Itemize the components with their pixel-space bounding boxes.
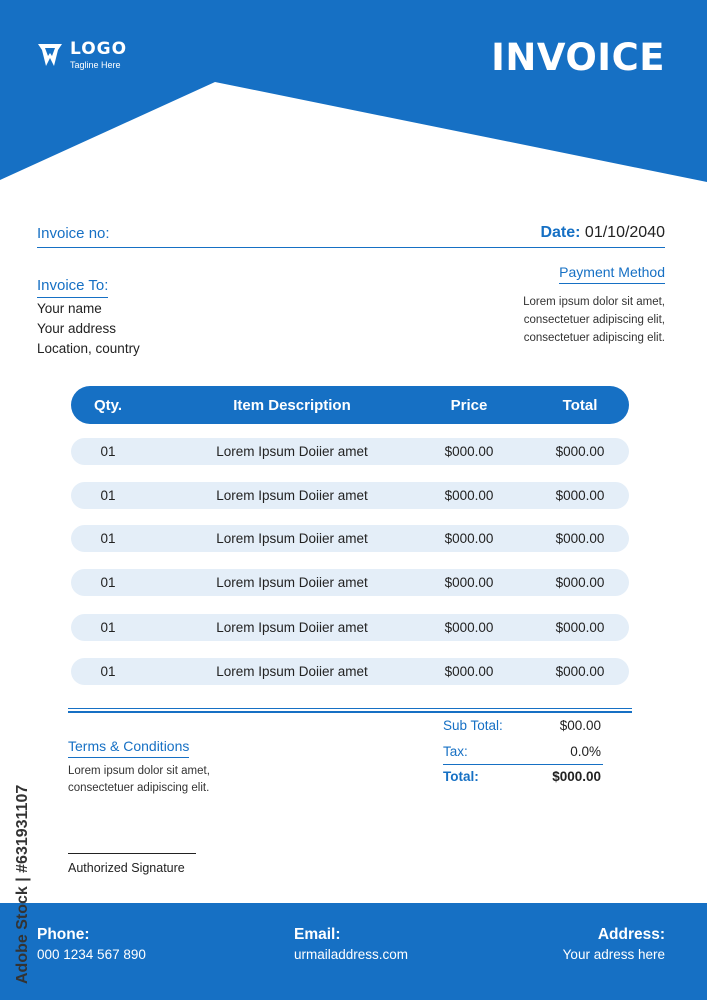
cell-total: $000.00 (555, 664, 605, 679)
payment-line: consectetuer adipiscing elit. (523, 332, 665, 344)
phone-label: Phone: (37, 926, 90, 943)
terms-title: Terms & Conditions (68, 738, 189, 758)
cell-price: $000.00 (444, 575, 494, 590)
header-banner (0, 0, 707, 190)
email-label: Email: (294, 926, 341, 943)
table-row (71, 525, 629, 552)
cell-price: $000.00 (444, 444, 494, 459)
table-row (71, 569, 629, 596)
footer-phone (37, 926, 146, 962)
address-value: Your adress here (562, 947, 665, 962)
payment-line: Lorem ipsum dolor sit amet, (523, 296, 665, 308)
cell-qty: 01 (100, 531, 116, 546)
cell-qty: 01 (100, 620, 116, 635)
payment-method-label: Payment Method (559, 264, 665, 284)
invoice-number-label: Invoice no: (37, 225, 110, 242)
payment-line: consectetuer adipiscing elit, (523, 314, 665, 326)
invoice-to-label: Invoice To: (37, 277, 108, 298)
cell-description: Lorem Ipsum Doiier amet (216, 488, 368, 503)
signature-label: Authorized Signature (68, 861, 185, 875)
footer (0, 903, 707, 1000)
cell-description: Lorem Ipsum Doiier amet (216, 575, 368, 590)
table-row (71, 482, 629, 509)
company-logo (36, 40, 127, 71)
footer-email (294, 926, 408, 962)
cell-total: $000.00 (555, 531, 605, 546)
divider (443, 764, 603, 765)
subtotal-label: Sub Total: (443, 718, 503, 733)
date-value: 01/10/2040 (584, 224, 665, 241)
invoice-date (540, 224, 665, 242)
cell-total: $000.00 (555, 575, 605, 590)
logo-tagline: Tagline Here (70, 60, 121, 70)
terms-line: Lorem ipsum dolor sit amet, (68, 765, 210, 777)
cell-price: $000.00 (444, 531, 494, 546)
logo-text: LOGO (70, 39, 128, 59)
cell-qty: 01 (100, 444, 116, 459)
cell-qty: 01 (100, 575, 116, 590)
terms-line: consectetuer adipiscing elit. (68, 782, 210, 794)
cell-price: $000.00 (444, 664, 494, 679)
cell-total: $000.00 (555, 488, 605, 503)
table-header (71, 386, 629, 424)
tax-value: 0.0% (570, 744, 601, 759)
total-value: $000.00 (552, 769, 601, 784)
cell-description: Lorem Ipsum Doiier amet (216, 531, 368, 546)
table-row (71, 438, 629, 465)
cell-qty: 01 (100, 664, 116, 679)
header-qty: Qty. (93, 396, 123, 414)
table-row (71, 614, 629, 641)
email-value: urmailaddress.com (294, 947, 409, 962)
divider (68, 708, 632, 709)
cell-description: Lorem Ipsum Doiier amet (216, 664, 368, 679)
invoice-title: INVOICE (491, 36, 665, 79)
cell-price: $000.00 (444, 488, 494, 503)
payment-method-details (523, 293, 665, 347)
logo-shield-icon (36, 40, 64, 68)
total-label: Total: (443, 769, 479, 784)
stock-watermark (12, 772, 36, 984)
cell-description: Lorem Ipsum Doiier amet (216, 444, 368, 459)
phone-value: 000 1234 567 890 (37, 947, 146, 962)
signature-line (68, 853, 196, 854)
terms-text (68, 763, 210, 797)
address-label: Address: (597, 926, 665, 943)
header-total: Total (562, 396, 598, 414)
subtotal-value: $00.00 (559, 718, 601, 733)
client-location: Location, country (37, 340, 140, 356)
divider (68, 711, 632, 713)
divider (37, 247, 665, 248)
watermark-text: Adobe Stock | #631931107 (14, 784, 31, 984)
tax-label: Tax: (443, 744, 468, 759)
cell-total: $000.00 (555, 620, 605, 635)
cell-qty: 01 (100, 488, 116, 503)
client-address: Your address (37, 320, 117, 336)
date-label: Date: (540, 224, 581, 241)
cell-description: Lorem Ipsum Doiier amet (216, 620, 368, 635)
footer-address (563, 926, 665, 962)
client-name: Your name (37, 301, 102, 316)
header-description: Item Description (233, 396, 351, 414)
header-price: Price (450, 396, 488, 414)
table-row (71, 658, 629, 685)
cell-total: $000.00 (555, 444, 605, 459)
invoice-to-details (37, 299, 140, 358)
cell-price: $000.00 (444, 620, 494, 635)
